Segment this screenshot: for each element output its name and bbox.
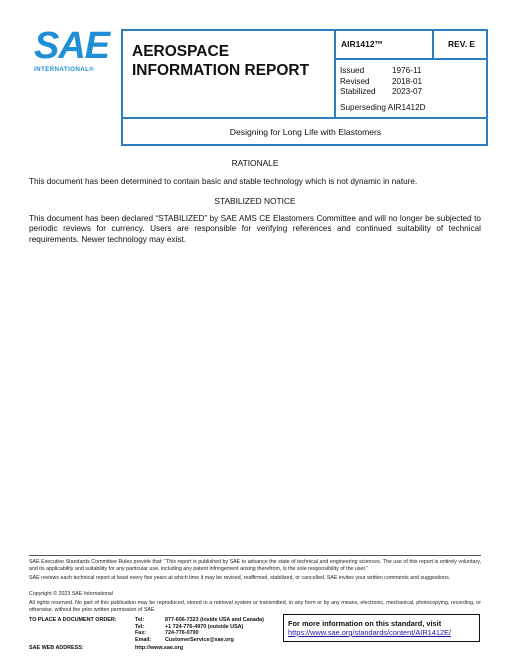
stabilized-notice-text: This document has been declared “STABILIZED” by SAE AMS CE Elastomers Committee and will no longer be subjected to periodic reviews for currency. Users are responsible for verifying references and continued suitability of technical requirements. Newer technology may exist. bbox=[29, 214, 481, 244]
fax-number: 724-776-0790 bbox=[165, 630, 199, 637]
rationale-heading: RATIONALE bbox=[231, 158, 279, 168]
superseding-note: Superseding AIR1412D bbox=[340, 103, 426, 112]
more-info-title: For more information on this standard, visit bbox=[288, 619, 442, 628]
logo-subtitle: INTERNATIONAL® bbox=[34, 66, 95, 73]
standard-url-link[interactable]: https://www.sae.org/standards/content/AIR1412E/ bbox=[288, 628, 452, 637]
phone-intl: +1 724-776-4970 (outside USA) bbox=[165, 623, 244, 630]
document-type-title bbox=[132, 42, 309, 80]
footer-divider bbox=[29, 555, 481, 556]
title-line-1: AEROSPACE bbox=[132, 43, 230, 60]
sae-logo bbox=[30, 25, 110, 80]
committee-rules-text: SAE Executive Standards Committee Rules provide that: “This report is published by SAE to advance the state of technical and engineering sciences. The use of this report is entirely voluntary, and its applicability and suitability for any particular use, including any patent infringement arising therefrom, is the sole responsibility of the user.” bbox=[29, 559, 481, 572]
date-row-revised: Revised 2018-01 bbox=[340, 76, 423, 86]
date-row-issued: Issued 1976-11 bbox=[340, 66, 422, 75]
header-divider bbox=[432, 31, 434, 59]
web-address-label: SAE WEB ADDRESS: bbox=[29, 645, 84, 651]
phone-us: 877-606-7323 (inside USA and Canada) bbox=[165, 617, 264, 623]
document-number: AIR1412™ bbox=[341, 39, 384, 49]
more-info-box bbox=[283, 614, 480, 642]
review-text: SAE reviews each technical report at least every five years at which time it may be revised, reaffirmed, stabilized, or cancelled. SAE invites your written comments and suggestions. bbox=[29, 575, 451, 581]
stabilized-notice-heading: STABILIZED NOTICE bbox=[214, 196, 296, 206]
date-row-stabilized: Stabilized 2023-07 bbox=[340, 87, 423, 96]
logo-mark: SAE bbox=[34, 25, 110, 67]
header-divider bbox=[334, 58, 488, 60]
date-list bbox=[340, 66, 422, 98]
document-title: Designing for Long Life with Elastomers bbox=[229, 127, 382, 137]
revision-label: REV. E bbox=[448, 39, 476, 49]
rights-text: All rights reserved. No part of this publication may be reproduced, stored in a retrieval system or transmitted, in any form or by any means, electronic, mechanical, photocopying, recording, or otherwise, without the prior written permission of SAE. bbox=[29, 600, 481, 613]
rationale-text: This document has been determined to contain basic and stable technology which is not dynamic in nature. bbox=[29, 177, 418, 186]
title-line-2: INFORMATION REPORT bbox=[132, 62, 310, 79]
document-header bbox=[121, 29, 488, 146]
web-address-link[interactable]: http://www.sae.org bbox=[135, 645, 184, 651]
copyright-text: Copyright © 2023 SAE International bbox=[29, 591, 113, 597]
order-label: TO PLACE A DOCUMENT ORDER: bbox=[29, 617, 117, 623]
header-divider bbox=[123, 117, 488, 119]
email-address[interactable]: CustomerService@sae.org bbox=[165, 636, 234, 643]
header-divider bbox=[334, 31, 336, 117]
